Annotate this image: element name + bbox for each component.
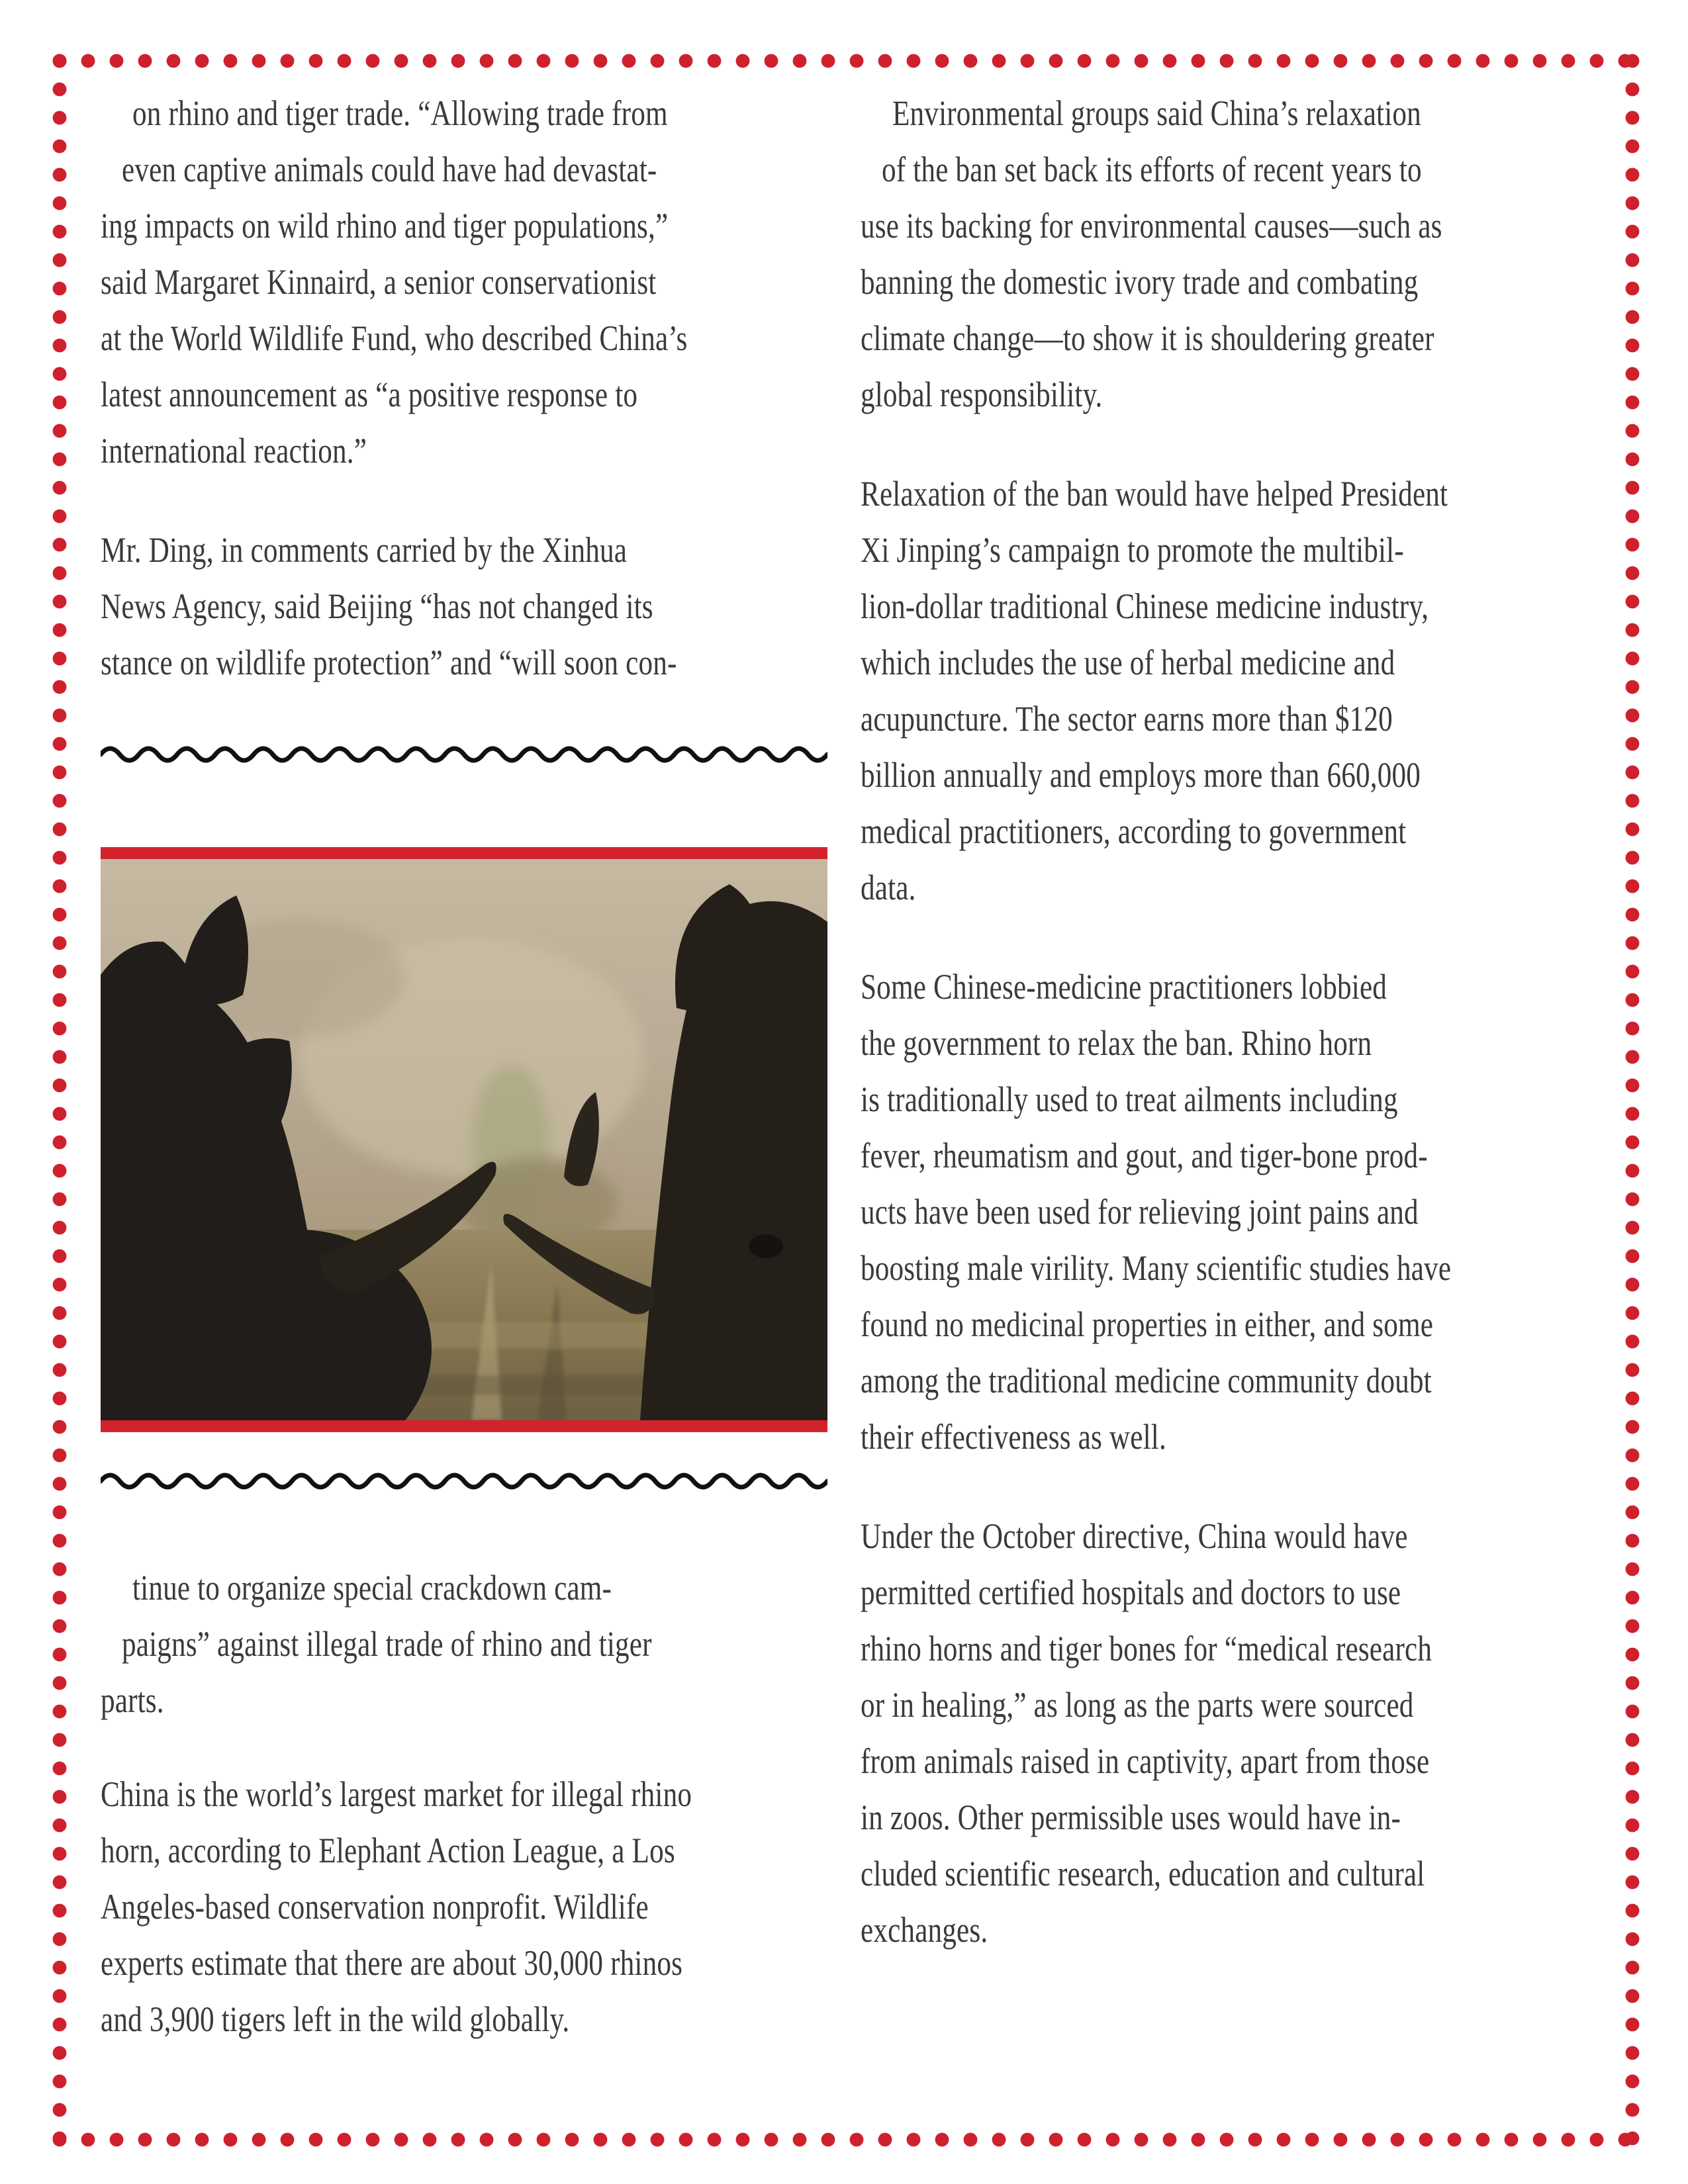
paragraph (101, 522, 829, 691)
text-line: China is the world’s largest market for illegal rhino (101, 1774, 692, 1814)
wavy-line-icon (101, 740, 827, 769)
text-line: use its backing for environmental causes—such as (861, 206, 1442, 246)
text-line: climate change—to show it is shouldering greater (861, 318, 1434, 358)
text-line: global responsibility. (861, 375, 1103, 414)
text-line: tinue to organize special crackdown cam- (132, 1568, 612, 1608)
text-line: permitted certified hospitals and doctors to use (861, 1572, 1401, 1612)
text-line: News Agency, said Beijing “has not changed its (101, 586, 653, 626)
text-line: which includes the use of herbal medicine and (861, 643, 1395, 682)
text-line: or in healing,” as long as the parts were sourced (861, 1685, 1414, 1725)
text-line: on rhino and tiger trade. “Allowing trade from (132, 93, 668, 133)
text-line: experts estimate that there are about 30,000 rhinos (101, 1943, 683, 1983)
text-line: banning the domestic ivory trade and combating (861, 262, 1419, 302)
text-line: Under the October directive, China would have (861, 1516, 1408, 1556)
paragraph (101, 85, 829, 479)
text-line: parts. (101, 1680, 164, 1720)
text-line: ing impacts on wild rhino and tiger populations,” (101, 206, 669, 246)
text-line: data. (861, 868, 916, 907)
text-line: even captive animals could have had devastat- (122, 150, 657, 189)
text-line: and 3,900 tigers left in the wild globally. (101, 1999, 570, 2039)
rhino-photo (101, 859, 827, 1420)
dotted-border-right (1625, 54, 1640, 2147)
text-line: horn, according to Elephant Action League, a Los (101, 1831, 675, 1870)
photo-red-bar-top (101, 847, 827, 859)
text-line: is traditionally used to treat ailments including (861, 1079, 1398, 1119)
dotted-border-left (52, 54, 67, 2147)
text-line: Angeles-based conservation nonprofit. Wildlife (101, 1887, 649, 1927)
photo-figure (101, 847, 827, 1432)
left-column (101, 0, 829, 2184)
text-line: of the ban set back its efforts of recent years to (882, 150, 1422, 189)
text-line: cluded scientific research, education and cultural (861, 1854, 1425, 1893)
text-line: Environmental groups said China’s relaxation (892, 93, 1421, 133)
text-line: the government to relax the ban. Rhino horn (861, 1023, 1372, 1063)
photo-red-bar-bottom (101, 1420, 827, 1432)
text-line: said Margaret Kinnaird, a senior conservationist (101, 262, 657, 302)
right-column (861, 0, 1589, 2184)
text-line: Mr. Ding, in comments carried by the Xinhua (101, 530, 628, 570)
text-line: from animals raised in captivity, apart from those (861, 1741, 1430, 1781)
text-line: Some Chinese-medicine practitioners lobbied (861, 967, 1387, 1007)
paragraph (861, 466, 1589, 916)
text-line: among the traditional medicine community doubt (861, 1361, 1432, 1400)
text-line: found no medicinal properties in either, and some (861, 1304, 1434, 1344)
text-line: paigns” against illegal trade of rhino and tiger (122, 1624, 652, 1664)
paragraph (101, 1560, 829, 1729)
text-line: at the World Wildlife Fund, who described China’s (101, 318, 688, 358)
text-line: boosting male virility. Many scientific studies have (861, 1248, 1452, 1288)
wavy-divider-bottom (101, 1467, 827, 1496)
text-line: acupuncture. The sector earns more than $120 (861, 699, 1393, 739)
text-line: their effectiveness as well. (861, 1417, 1166, 1457)
wavy-line-icon (101, 1467, 827, 1496)
text-line: international reaction.” (101, 431, 367, 471)
text-line: ucts have been used for relieving joint pains and (861, 1192, 1419, 1232)
paragraph (101, 1766, 829, 2048)
text-line: in zoos. Other permissible uses would have in- (861, 1797, 1401, 1837)
text-line: fever, rheumatism and gout, and tiger-bone prod- (861, 1136, 1428, 1175)
paragraph (861, 1508, 1589, 1958)
text-line: Relaxation of the ban would have helped President (861, 474, 1448, 514)
text-line: medical practitioners, according to government (861, 811, 1407, 851)
text-line: exchanges. (861, 1910, 988, 1950)
text-line: latest announcement as “a positive response to (101, 375, 638, 414)
paragraph (861, 85, 1589, 423)
text-line: lion-dollar traditional Chinese medicine industry, (861, 586, 1429, 626)
wavy-divider-top (101, 740, 827, 769)
paragraph (861, 959, 1589, 1465)
text-line: Xi Jinping’s campaign to promote the multibil- (861, 530, 1404, 570)
text-line: rhino horns and tiger bones for “medical research (861, 1629, 1432, 1668)
text-line: stance on wildlife protection” and “will soon con- (101, 643, 677, 682)
text-line: billion annually and employs more than 660,000 (861, 755, 1421, 795)
